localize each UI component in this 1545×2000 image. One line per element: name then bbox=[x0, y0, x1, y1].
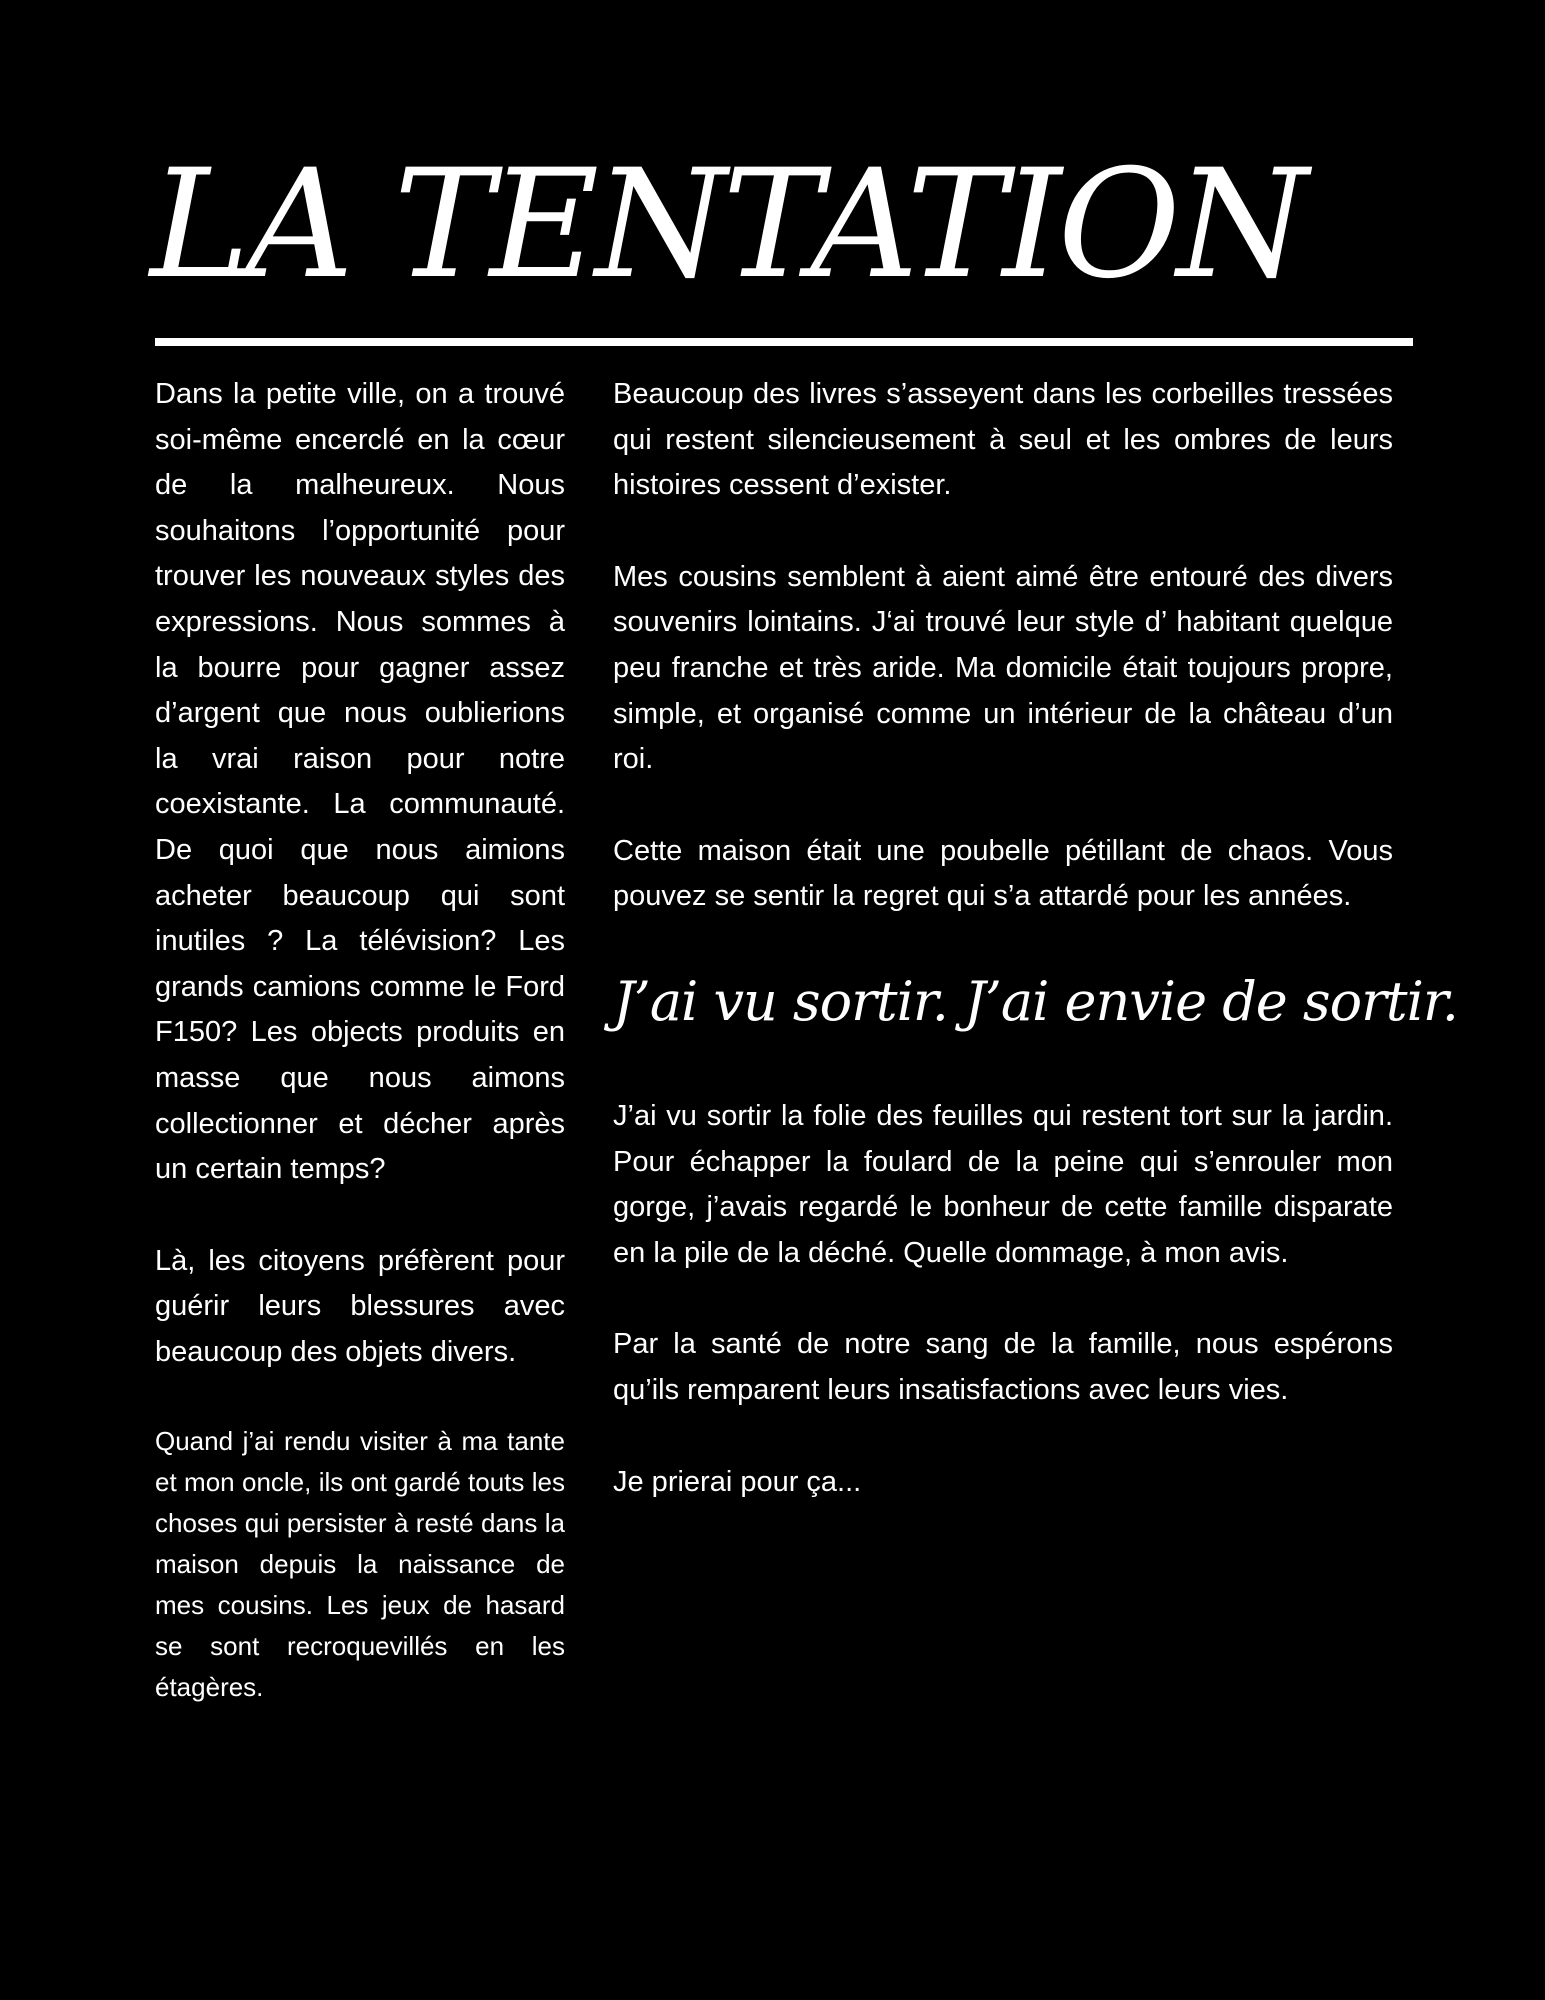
right-column bbox=[613, 372, 1458, 1505]
left-paragraph-3: Quand j’ai rendu visiter à ma tante et mon oncle, ils ont gardé touts les choses qui persister à resté dans la maison depuis la naissance de mes cousins. Les jeux de hasard se sont recroquevillés en les étagères. bbox=[155, 1426, 565, 1703]
right-paragraph-5: Par la santé de notre sang de la famille, nous espérons qu’ils remparent leurs insatisfactions avec leurs vies. bbox=[613, 1328, 1393, 1406]
left-paragraph-1: Dans la petite ville, on a trouvé soi-même encerclé en la cœur de la malheureux. Nous souhaitons l’opportunité pour trouver les nouveaux styles des expressions. Nous sommes à la bourre pour gagner assez d’argent que nous oublierions la vrai raison pour notre coexistante. La communauté. De quoi que nous aimions acheter beaucoup qui sont inutiles ? La télévision? Les grands camions comme le Ford F150? Les objects produits en masse que nous aimons collectionner et décher après un certain temps? bbox=[155, 378, 565, 1186]
right-paragraph-1: Beaucoup des livres s’asseyent dans les corbeilles tressées qui restent silencieusement à seul et les ombres de leurs histoires cessent d’exister. bbox=[613, 378, 1393, 502]
title-divider bbox=[155, 338, 1413, 346]
article-title: LA TENTATION bbox=[150, 138, 1304, 312]
pull-quote: J’ai vu sortir. J’ai envie de sortir. bbox=[613, 969, 1458, 1033]
left-paragraph-2: Là, les citoyens préfèrent pour guérir leurs blessures avec beaucoup des objets divers. bbox=[155, 1244, 565, 1368]
left-column bbox=[155, 372, 565, 1708]
right-paragraph-4: J’ai vu sortir la folie des feuilles qui restent tort sur la jardin. Pour échapper la foulard de la peine qui s’enrouler mon gorge, j’avais regardé le bonheur de cette famille disparate en la pile de la déché. Quelle dommage, à mon avis. bbox=[613, 1099, 1393, 1269]
right-paragraph-6: Je prierai pour ça... bbox=[613, 1465, 862, 1498]
right-paragraph-3: Cette maison était une poubelle pétillant de chaos. Vous pouvez se sentir la regret qui s’a attardé pour les années. bbox=[613, 834, 1393, 913]
right-paragraph-2: Mes cousins semblent à aient aimé être entouré des divers souvenirs lointains. J‘ai trouvé leur style d’ habitant quelque peu franche et très aride. Ma domicile était toujours propre, simple, et organisé comme un intérieur de la château d’un roi. bbox=[613, 560, 1393, 776]
